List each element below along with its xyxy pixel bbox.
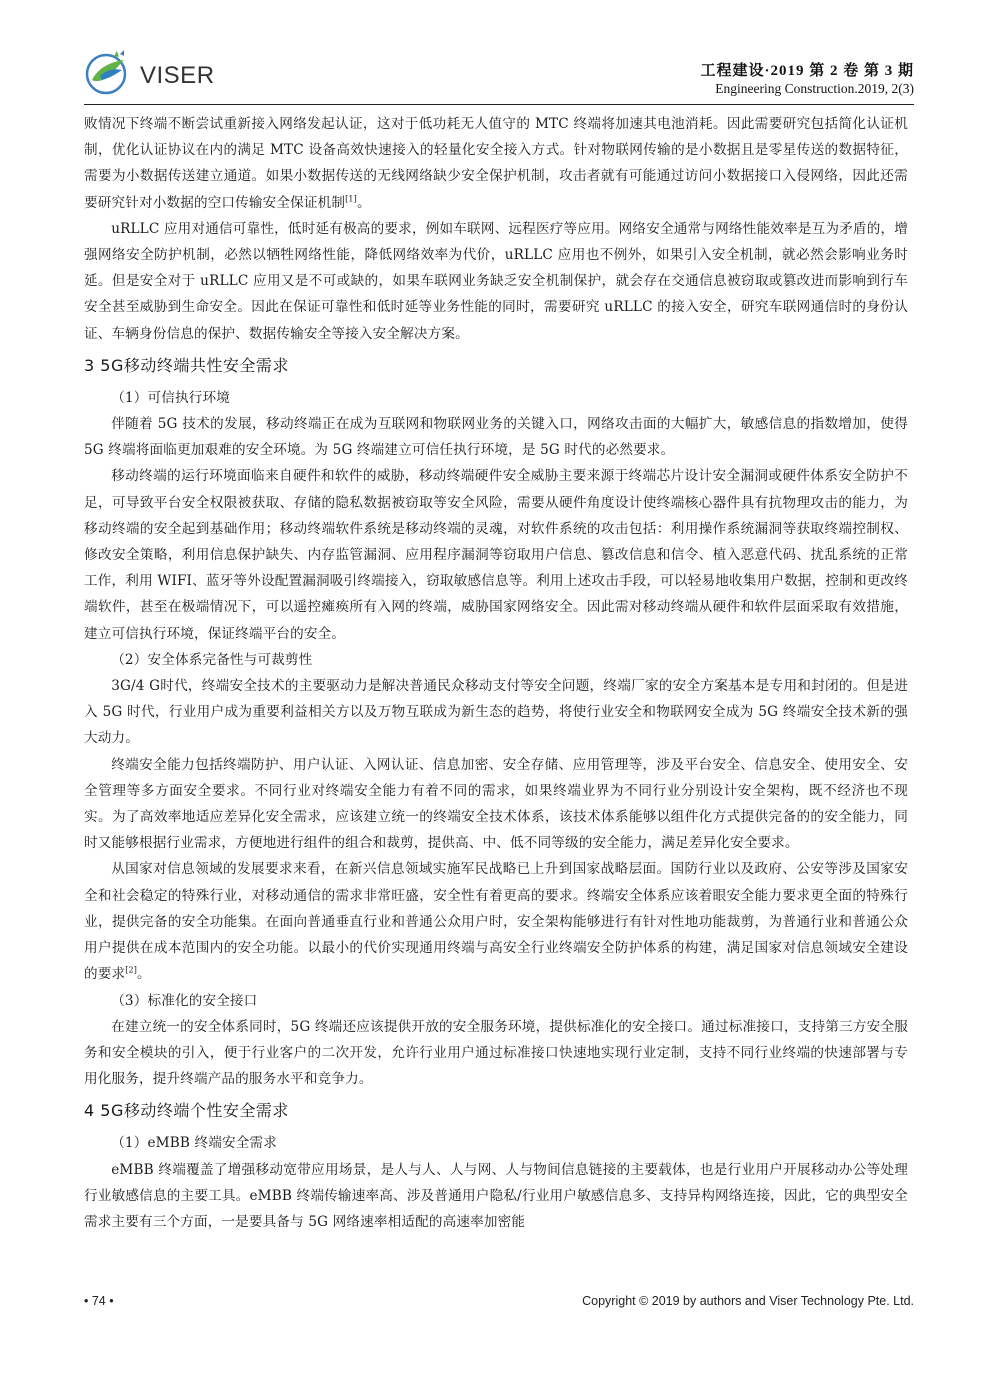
paragraph: eMBB 终端覆盖了增强移动宽带应用场景，是人与人、人与网、人与物间信息链接的主要载体，也是行业用户开展移动办公等处理行业敏感信息的主要工具。eMBB 终端传输速率高、涉及普通用户隐私/行业用户敏感信息多、支持异构网络连接，因此，它的典型安全需求主要有三个方面，一是要具备与 5G 网络速率相适配的高速率加密能: [84, 1161, 908, 1230]
subsection-heading: （2）安全体系完备性与可裁剪性: [111, 651, 313, 668]
subsection-heading: （3）标准化的安全接口: [111, 992, 258, 1009]
paragraph: [84, 856, 908, 987]
paragraph: 移动终端的运行环境面临来自硬件和软件的威胁，移动终端硬件安全威胁主要来源于终端芯片设计安全漏洞或硬件体系安全防护不足，可导致平台安全权限被获取、存储的隐私数据被窃取等安全风险，需要从硬件角度设计使终端核心器件具有抗物理攻击的能力，为移动终端的安全起到基础作用；移动终端软件系统是移动终端的灵魂，对软件系统的攻击包括：利用操作系统漏洞等获取终端控制权、修改安全策略，利用信息保护缺失、内存监管漏洞、应用程序漏洞等窃取用户信息、篡改信息和信令、植入恶意代码、扰乱系统的正常工作，利用 WIFI、蓝牙等外设配置漏洞吸引终端接入，窃取敏感信息等。利用上述攻击手段，可以轻易地收集用户数据，控制和更改终端软件，甚至在极端情况下，可以遥控瘫痪所有入网的终端，威胁国家网络安全。因此需对移动终端从硬件和软件层面采取有效措施，建立可信执行环境，保证终端平台的安全。: [84, 468, 908, 642]
page-footer: [84, 1294, 914, 1314]
paragraph-text: 从国家对信息领域的发展要求来看，在新兴信息领域实施军民战略已上升到国家战略层面。国防行业以及政府、公安等涉及国家安全和社会稳定的特殊行业，对移动通信的需求非常旺盛，安全性有着更高的要求。终端安全体系应该着眼安全能力要求更全面的特殊行业，提供完备的安全功能集。在面向普通垂直行业和普通公众用户时，安全架构能够进行有针对性地功能裁剪，为普通行业和普通公众用户提供在成本范围内的安全功能。以最小的代价实现通用终端与高安全行业终端安全防护体系的构建，满足国家对信息领域安全建设的要求: [84, 861, 908, 983]
logo-text: VISER: [140, 62, 215, 89]
copyright-notice: Copyright © 2019 by authors and Viser Technology Pte. Ltd.: [582, 1294, 914, 1308]
paragraph: uRLLC 应用对通信可靠性，低时延有极高的要求，例如车联网、远程医疗等应用。网络安全通常与网络性能效率是互为矛盾的，增强网络安全防护机制，必然以牺牲网络性能，降低网络效率为代价，uRLLC 应用也不例外，如果引入安全机制，就必然会影响业务时延。但是安全对于 uRLLC 应用又是不可或缺的，如果车联网业务缺乏安全机制保护，就会存在交通信息被窃取或篡改进而影响到行车安全甚至威胁到生命安全。因此在保证可靠性和低时延等业务性能的同时，需要研究 uRLLC 的接入安全，研究车联网通信时的身份认证、车辆身份信息的保护、数据传输安全等接入安全解决方案。: [84, 220, 908, 342]
bird-logo-icon: [84, 50, 140, 98]
page-number: • 74 •: [84, 1294, 114, 1308]
journal-title-cn: 工程建设·2019 第 2 卷 第 3 期: [700, 63, 914, 79]
paragraph-end: 。: [356, 194, 371, 211]
page-header: [84, 40, 914, 102]
header-divider: [84, 104, 914, 105]
section-heading: 4 5G移动终端个性安全需求: [84, 1101, 289, 1121]
section-heading: 3 5G移动终端共性安全需求: [84, 355, 289, 375]
citation: [2]: [125, 965, 138, 975]
paragraph: 伴随着 5G 技术的发展，移动终端正在成为互联网和物联网业务的关键入口，网络攻击面的大幅扩大，敏感信息的指数增加，使得 5G 终端将面临更加艰难的安全环境。为 5G 终端建立可信任执行环境，是 5G 时代的必然要求。: [84, 416, 908, 459]
paragraph: [84, 111, 908, 216]
paragraph: 终端安全能力包括终端防护、用户认证、入网认证、信息加密、安全存储、应用管理等，涉及平台安全、信息安全、使用安全、安全管理等多方面安全要求。不同行业对终端安全能力有着不同的需求，如果终端业界为不同行业分别设计安全架构，既不经济也不现实。为了高效率地适应差异化安全需求，应该建立统一的终端安全技术体系，该技术体系能够以组件化方式提供完备的的安全能力，同时又能够根据行业需求，方便地进行组件的组合和裁剪，提供高、中、低不同等级的安全能力，满足差异化安全要求。: [84, 756, 908, 852]
journal-info: [700, 62, 914, 97]
article-body: [84, 111, 908, 1235]
journal-title-en: Engineering Construction.2019, 2(3): [715, 81, 914, 96]
subsection-heading: （1）eMBB 终端安全需求: [111, 1135, 277, 1152]
paragraph-end: 。: [137, 966, 151, 983]
paragraph-text: 败情况下终端不断尝试重新接入网络发起认证，这对于低功耗无人值守的 MTC 终端将加速其电池消耗。因此需要研究包括简化认证机制，优化认证协议在内的满足 MTC 设备高效快速接入的轻量化安全接入方式。针对物联网传输的是小数据且是零星传送的数据特征，需要为小数据传送建立通道。如果小数据传送的无线网络缺少安全保护机制，攻击者就有可能通过访问小数据接口入侵网络，因此还需要研究针对小数据的空口传输安全保证机制: [84, 116, 908, 211]
paragraph: 3G/4 G时代，终端安全技术的主要驱动力是解决普通民众移动支付等安全问题，终端厂家的安全方案基本是专用和封闭的。但是进入 5G 时代，行业用户成为重要利益相关方以及万物互联成为新生态的趋势，将使行业安全和物联网安全成为 5G 终端安全技术新的强大动力。: [84, 678, 908, 747]
paragraph: 在建立统一的安全体系同时，5G 终端还应该提供开放的安全服务环境，提供标准化的安全接口。通过标准接口，支持第三方安全服务和安全模块的引入，便于行业客户的二次开发，允许行业用户通过标准接口快速地实现行业定制，支持不同行业终端的快速部署与专用化服务，提升终端产品的服务水平和竞争力。: [84, 1018, 908, 1088]
publisher-logo: [84, 50, 234, 98]
subsection-heading: （1）可信执行环境: [111, 389, 230, 406]
citation: [1]: [345, 194, 357, 204]
